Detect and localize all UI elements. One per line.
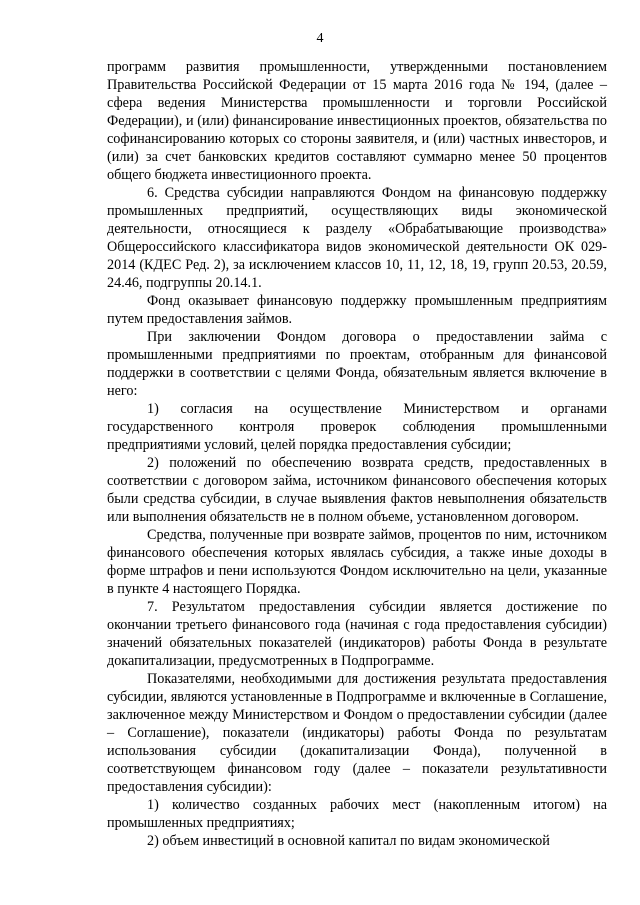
paragraph-5: 1) согласия на осуществление Министерством и органами государственного контроля проверок соблюдения промышленными предприятиями условий, целей порядка предоставления субсидии; xyxy=(107,401,607,453)
paragraph-4: При заключении Фондом договора о предоставлении займа с промышленными предприятиями по проектам, отобранным для финансовой поддержки в соответствии с целями Фонда, обязательным является включение в него: xyxy=(107,329,607,399)
paragraph-6: 2) положений по обеспечению возврата средств, предоставленных в соответствии с договором займа, источником финансового обеспечения которых были средства субсидии, в случае выявления фактов невыполнения обязательств или выполнения обязательств не в полном объеме, установленном договором. xyxy=(107,455,607,525)
paragraph-10: 1) количество созданных рабочих мест (накопленным итогом) на промышленных предприятиях; xyxy=(107,797,607,831)
paragraph-3: Фонд оказывает финансовую поддержку промышленным предприятиям путем предоставления займов. xyxy=(107,293,607,327)
page-number: 4 xyxy=(316,31,324,46)
paragraph-8: 7. Результатом предоставления субсидии является достижение по окончании третьего финансового года (начиная с года предоставления субсидии) значений обязательных показателей (индикаторов) работы Фонда в результате докапитализации, предусмотренных в Подпрограмме. xyxy=(107,599,607,669)
paragraph-9: Показателями, необходимыми для достижения результата предоставления субсидии, являются установленные в Подпрограмме и включенные в Соглашение, заключенное между Министерством и Фондом о предоставлении субсидии (далее – Соглашение), показатели (индикаторы) работы Фонда по результатам использования субсидии (докапитализации Фонда), полученной в соответствующем финансовом году (далее – показатели результативности предоставления субсидии): xyxy=(107,671,607,795)
paragraph-2: 6. Средства субсидии направляются Фондом на финансовую поддержку промышленных предприятий, осуществляющих виды экономической деятельности, относящиеся к разделу «Обрабатывающие производства» Общероссийского классификатора видов экономической деятельности ОК 029-2014 (КДЕС Ред. 2), за исключением классов 10, 11, 12, 18, 19, групп 20.53, 20.59, 24.46, подгруппы 20.14.1. xyxy=(107,185,607,291)
paragraph-7: Средства, полученные при возврате займов, процентов по ним, источником финансового обеспечения которых являлась субсидия, а также иные доходы в форме штрафов и пени используются Фондом исключительно на цели, указанные в пункте 4 настоящего Порядка. xyxy=(107,527,607,597)
paragraph-1: программ развития промышленности, утвержденными постановлением Правительства Российской Федерации от 15 марта 2016 года № 194, (далее – сфера ведения Министерства промышленности и торговли Российской Федерации), и (или) финансирование инвестиционных проектов, обязательства по софинансированию которых со стороны заявителя, и (или) частных инвесторов, и (или) за счет банковских кредитов составляют суммарно менее 50 процентов общего бюджета инвестиционного проекта. xyxy=(107,59,607,183)
document-body xyxy=(107,58,607,850)
paragraph-11: 2) объем инвестиций в основной капитал по видам экономической xyxy=(147,833,550,849)
